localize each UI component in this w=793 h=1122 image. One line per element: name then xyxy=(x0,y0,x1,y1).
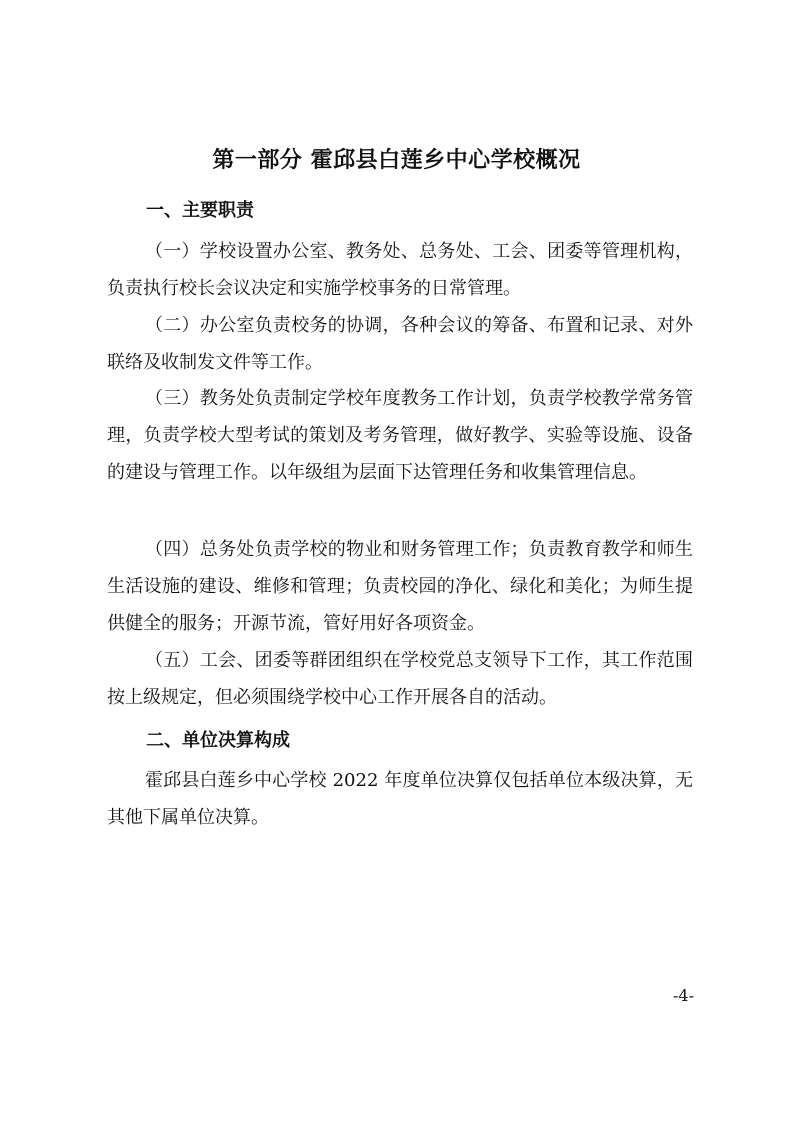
paragraph-duty-3: （三）教务处负责制定学校年度教务工作计划，负责学校教学常务管理，负责学校大型考试的策划及考务管理，做好教学、实验等设施、设备的建设与管理工作。以年级组为层面下达管理任务和收集管理信息。 xyxy=(107,388,693,483)
paragraph-duty-4: （四）总务处负责学校的物业和财务管理工作；负责教育教学和师生生活设施的建设、维修和管理；负责校园的净化、绿化和美化；为师生提供健全的服务；开源节流，管好用好各项资金。 xyxy=(107,539,693,634)
paragraph-duty-1: （一）学校设置办公室、教务处、总务处、工会、团委等管理机构，负责执行校长会议决定和实施学校事务的日常管理。 xyxy=(107,241,693,299)
paragraph-duty-2: （二）办公室负责校务的协调，各种会议的筹备、布置和记录、对外联络及收制发文件等工作。 xyxy=(107,315,693,373)
section-heading-main-duties: 一、主要职责 xyxy=(146,200,254,221)
paragraph-unit-composition: 霍邱县白莲乡中心学校 2022 年度单位决算仅包括单位本级决算，无其他下属单位决算。 xyxy=(107,770,693,828)
page-title: 第一部分 霍邱县白莲乡中心学校概况 xyxy=(212,148,581,173)
section-heading-unit-composition: 二、单位决算构成 xyxy=(146,730,290,751)
page-number: -4- xyxy=(673,986,694,1005)
paragraph-duty-5: （五）工会、团委等群团组织在学校党总支领导下工作，其工作范围按上级规定，但必须围绕学校中心工作开展各自的活动。 xyxy=(107,650,693,708)
